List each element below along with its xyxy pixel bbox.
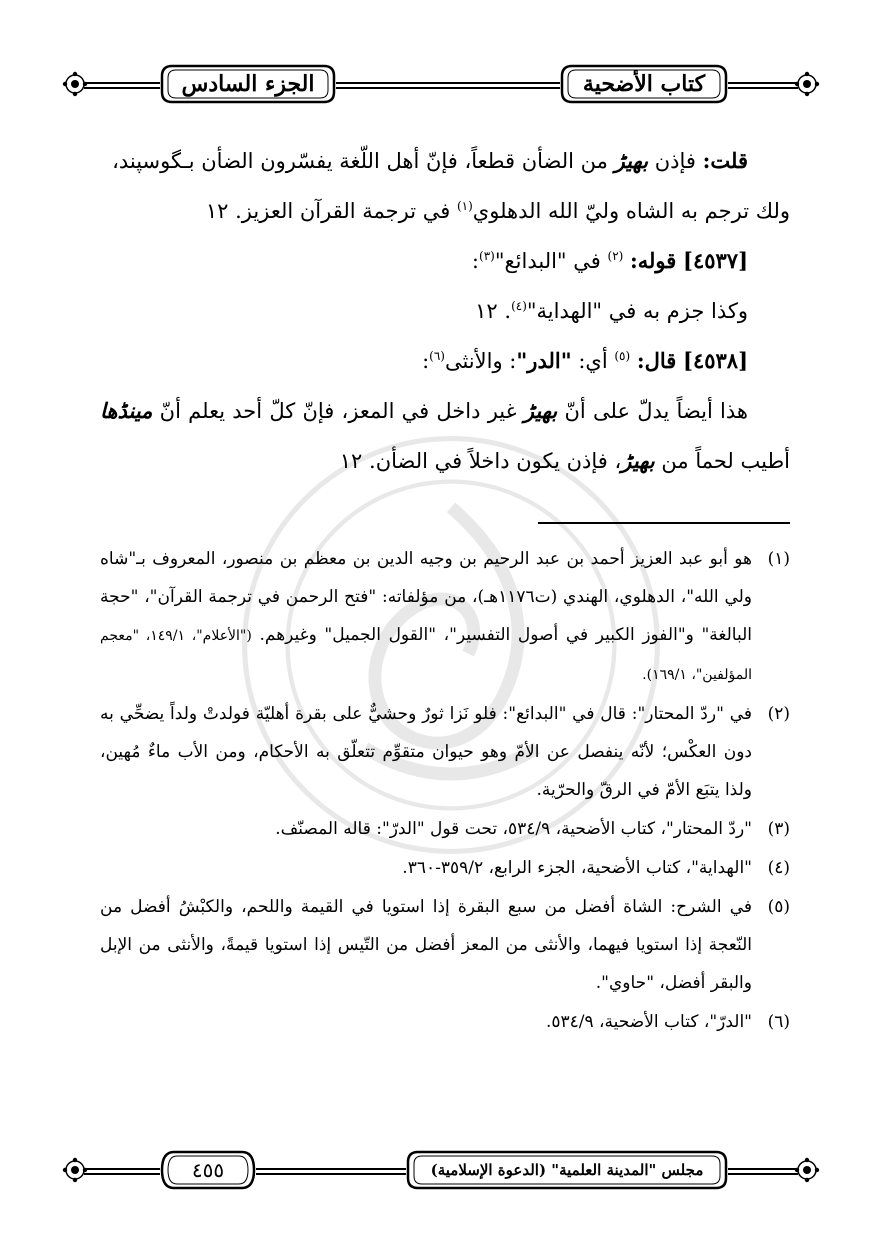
footnote-5: (٥) في الشرح: الشاة أفضل من سبع البقرة إذا استويا في القيمة واللحم، والكبْشُ أفضل من النّعجة إذا استويا فيهما، والأنثى من المعز أفضل من التّيس إذا استويا قيمةً، والأنثى من الإبل والبقر أفضل، "حاوي". (100, 888, 790, 1002)
footnote-ref: (١) (456, 199, 473, 213)
footnote-3: (٣) "ردّ المحتار"، كتاب الأضحية، ٥٣٤/٩، تحت قول "الدرّ": قاله المصنّف. (100, 810, 790, 848)
paragraph-1: قلت: فإذن بهيڑ من الضأن قطعاً، فإنّ أهل اللّغة يفسّرون الضأن بـگوسپند، (112, 148, 748, 173)
footnote-ref: (٢) (607, 249, 624, 263)
page-number-cartouche (160, 1148, 256, 1192)
section-4537-line-2: وكذا جزم به في "الهداية"$^{(٤)}$. ١٢ (475, 299, 748, 323)
rosette-ornament-icon (794, 1157, 820, 1183)
footnote-6: (٦) "الدرّ"، كتاب الأضحية، ٥٣٤/٩. (100, 1003, 790, 1041)
footnote-1: (١) هو أبو عبد العزيز أحمد بن عبد الرحيم بن وجيه الدين بن معظم بن منصور، المعروف بـ"شاه ولي الله"، الدهلوي، الهندي (ت١١٧٦هـ)، من مؤلفاته: "فتح الرحمن في ترجمة القرآن"، "حجة البالغة" و"الفوز الكبير في أصول التفسير"، "القول الجميل" وغيرهم. ("الأعلام"، ١٤٩/١، "معجم المؤلفين"، ١٦٩/١). (100, 540, 790, 694)
page-number: ٤٥٥ (191, 1158, 225, 1182)
publisher-name: مجلس "المدينة العلمية" (الدعوة الإسلامية) (430, 1161, 704, 1179)
section-number: [٤٥٣٧] (683, 248, 748, 273)
part-title: الجزء السادس (181, 71, 315, 97)
part-title-cartouche (160, 62, 336, 106)
footnote-number: (٢) (767, 704, 790, 724)
rosette-ornament-icon (62, 1157, 88, 1183)
book-title: كتاب الأضحية (582, 71, 706, 97)
section-4538: [٤٥٣٨] قال: $^{(٥)}$ أي: "الدر": والأنثى$^{(٦)}$: (422, 348, 748, 373)
footnote-citation: ("الأعلام"، ١٤٩/١، "معجم المؤلفين"، ١٦٩/١). (100, 628, 752, 683)
rosette-ornament-icon (794, 71, 820, 97)
book-title-cartouche (560, 62, 728, 106)
footnote-number: (١) (767, 549, 790, 569)
footnotes (100, 540, 790, 1042)
footnote-separator (538, 522, 790, 524)
page-footer (62, 1148, 820, 1194)
footnote-2: (٢) في "ردّ المحتار": قال في "البدائع": فلو نَزا ثورٌ وحشيٌّ على بقرة أهليّة فولدتْ ولداً يضحِّي به دون العكْس؛ لأنّه ينفصل عن الأمّ وهو حيوان متقوِّم تتعلّق به الأحكام، ومن الأب ماءٌ مُهين، ولذا يتبَع الأمّ في الرقّ والحرّية. (100, 695, 790, 809)
footnote-number: (٤) (767, 858, 790, 878)
paragraph-3: هذا أيضاً يدلّ على أنّ بهيڑ غير داخل في المعز، فإنّ كلّ أحد يعلم أنّ مينڈها أطيب لحماً من بهيڑ، فإذن يكون داخلاً في الضأن. ١٢ (100, 398, 790, 473)
rosette-ornament-icon (62, 71, 88, 97)
paragraph-1-line-2: ولك ترجم به الشاه وليّ الله الدهلوي$^{(١)}$ في ترجمة القرآن العزيز. ١٢ (205, 199, 790, 223)
section-number: [٤٥٣٨] (683, 348, 748, 373)
footnote-number: (٦) (767, 1012, 790, 1032)
footnote-ref: (٣) (479, 249, 495, 263)
footnote-number: (٥) (767, 897, 790, 917)
footnote-ref: (٥) (614, 349, 631, 363)
footnote-ref: (٦) (429, 349, 445, 363)
main-text (100, 136, 790, 486)
footnote-number: (٣) (767, 819, 790, 839)
footnote-ref: (٤) (511, 299, 527, 313)
section-4537: [٤٥٣٧] قوله: $^{(٢)}$ في "البدائع"$^{(٣)}$: (471, 248, 748, 273)
page-header (62, 62, 820, 108)
publisher-cartouche (406, 1148, 728, 1192)
footnote-4: (٤) "الهداية"، كتاب الأضحية، الجزء الرابع، ٣٥٩/٢-٣٦٠. (100, 849, 790, 887)
